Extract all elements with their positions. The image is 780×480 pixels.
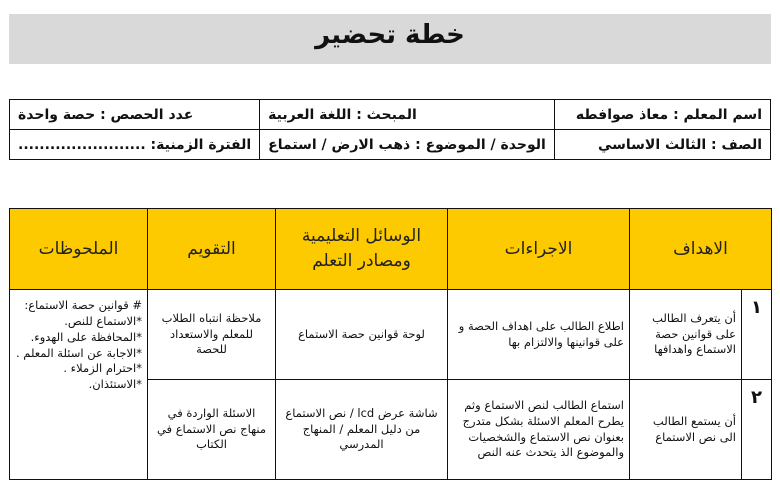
- resource-cell: شاشة عرض lcd / نص الاستماع من دليل المعلم / المنهاج المدرسي: [276, 380, 448, 480]
- info-table: [9, 99, 771, 160]
- notes-line: *الاجابة عن اسئلة المعلم .: [15, 345, 142, 360]
- header-resources: الوسائل التعليمية ومصادر التعلم: [276, 209, 448, 290]
- procedure-cell: استماع الطالب لنص الاستماع وثم يطرح المعلم الاسئلة بشكل متدرج بعنوان نص الاستماع والشخصيات والموضوع الذ يتحدث عنه النص: [448, 380, 630, 480]
- title-bar: [9, 14, 771, 64]
- notes-line: *المحافظة على الهدوء.: [30, 329, 142, 344]
- header-objectives: الاهداف: [630, 209, 772, 290]
- subject: المبحث : اللغة العربية: [260, 100, 555, 130]
- lesson-plan-table: [9, 208, 772, 480]
- header-notes: الملحوظات: [10, 209, 148, 290]
- notes-line: *احترام الزملاء .: [63, 361, 142, 376]
- notes-cell: [10, 290, 148, 480]
- grade: الصف : الثالث الاساسي: [554, 130, 770, 160]
- header-evaluation: التقويم: [148, 209, 276, 290]
- resource-cell: لوحة قوانين حصة الاستماع: [276, 290, 448, 380]
- header-procedures: الاجراءات: [448, 209, 630, 290]
- periods-count: عدد الحصص : حصة واحدة: [10, 100, 260, 130]
- teacher-name: اسم المعلم : معاذ صوافطه: [554, 100, 770, 130]
- notes-line: *الاستئذان.: [88, 377, 142, 392]
- evaluation-cell: ملاحظة انتباه الطلاب للمعلم والاستعداد للحصة: [148, 290, 276, 380]
- timeframe: الفترة الزمنية: ........................: [10, 130, 260, 160]
- info-row: [10, 100, 771, 130]
- row-number: ٢: [742, 380, 772, 480]
- header-row: [10, 209, 772, 290]
- notes-line: # قوانين حصة الاستماع:: [24, 298, 142, 312]
- page-title: خطة تحضير: [315, 20, 465, 50]
- table-row: [10, 290, 772, 380]
- notes-line: *الاستماع للنص.: [64, 313, 142, 328]
- procedure-cell: اطلاع الطالب على اهداف الحصة و على قوانينها والالتزام بها: [448, 290, 630, 380]
- objective-cell: أن يستمع الطالب الى نص الاستماع: [630, 380, 742, 480]
- unit-topic: الوحدة / الموضوع : ذهب الارض / استماع: [260, 130, 555, 160]
- info-row: [10, 130, 771, 160]
- evaluation-cell: الاسئلة الواردة في منهاج نص الاستماع في الكتاب: [148, 380, 276, 480]
- row-number: ١: [742, 290, 772, 380]
- objective-cell: أن يتعرف الطالب على قوانين حصة الاستماع واهدافها: [630, 290, 742, 380]
